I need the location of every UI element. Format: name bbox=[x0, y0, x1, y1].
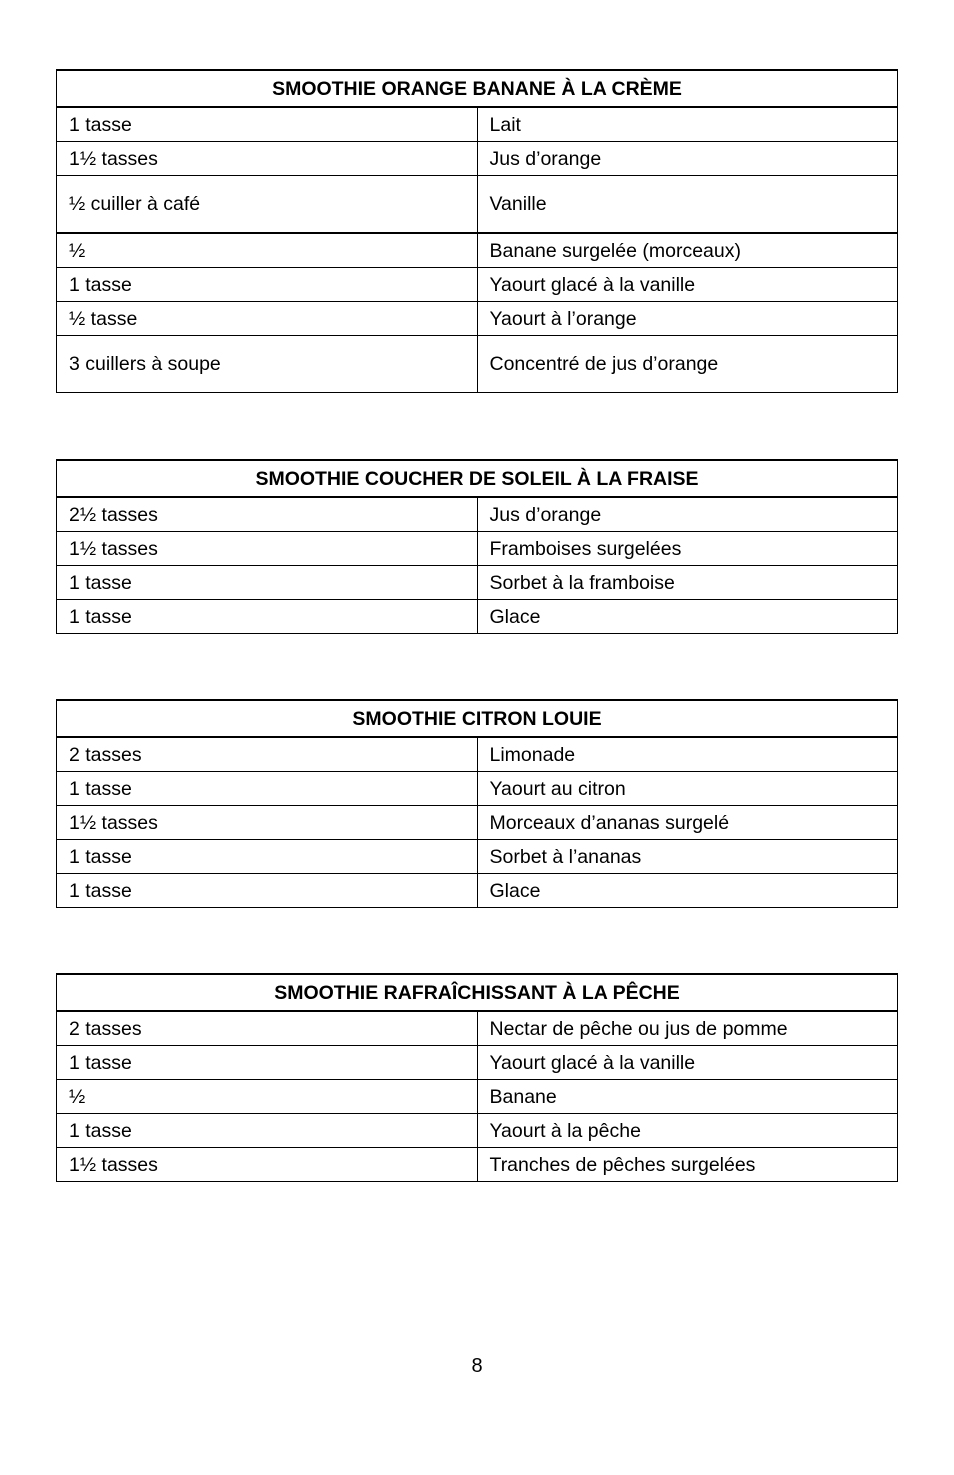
quantity-cell: 3 cuillers à soupe bbox=[57, 336, 478, 393]
table-row bbox=[57, 566, 898, 600]
quantity-cell: 2 tasses bbox=[57, 737, 478, 772]
table-row bbox=[57, 532, 898, 566]
table-row bbox=[57, 1011, 898, 1046]
table-row bbox=[57, 874, 898, 908]
ingredient-cell: Nectar de pêche ou jus de pomme bbox=[477, 1011, 898, 1046]
table-row bbox=[57, 268, 898, 302]
quantity-cell: 1 tasse bbox=[57, 840, 478, 874]
quantity-cell: 1 tasse bbox=[57, 1114, 478, 1148]
recipe-title: SMOOTHIE ORANGE BANANE À LA CRÈME bbox=[57, 70, 898, 107]
ingredient-cell: Tranches de pêches surgelées bbox=[477, 1148, 898, 1182]
ingredient-cell: Vanille bbox=[477, 176, 898, 234]
quantity-cell: 1½ tasses bbox=[57, 142, 478, 176]
ingredient-cell: Glace bbox=[477, 600, 898, 634]
table-row bbox=[57, 772, 898, 806]
recipe-table-coucher-de-soleil bbox=[56, 459, 898, 634]
table-row bbox=[57, 806, 898, 840]
quantity-cell: ½ cuiller à café bbox=[57, 176, 478, 234]
ingredient-cell: Banane bbox=[477, 1080, 898, 1114]
table-row bbox=[57, 1080, 898, 1114]
quantity-cell: ½ bbox=[57, 1080, 478, 1114]
ingredient-cell: Framboises surgelées bbox=[477, 532, 898, 566]
quantity-cell: 1½ tasses bbox=[57, 1148, 478, 1182]
table-row bbox=[57, 142, 898, 176]
recipe-table-rafraichissant-peche bbox=[56, 973, 898, 1182]
quantity-cell: 1½ tasses bbox=[57, 806, 478, 840]
quantity-cell: 2½ tasses bbox=[57, 497, 478, 532]
quantity-cell: 1 tasse bbox=[57, 107, 478, 142]
ingredient-cell: Sorbet à la framboise bbox=[477, 566, 898, 600]
ingredient-cell: Yaourt à la pêche bbox=[477, 1114, 898, 1148]
ingredient-cell: Yaourt à l’orange bbox=[477, 302, 898, 336]
quantity-cell: 1 tasse bbox=[57, 600, 478, 634]
ingredient-cell: Concentré de jus d’orange bbox=[477, 336, 898, 393]
table-row bbox=[57, 840, 898, 874]
ingredient-cell: Banane surgelée (morceaux) bbox=[477, 233, 898, 268]
ingredient-cell: Lait bbox=[477, 107, 898, 142]
quantity-cell: ½ tasse bbox=[57, 302, 478, 336]
recipe-title: SMOOTHIE CITRON LOUIE bbox=[57, 700, 898, 737]
quantity-cell: ½ bbox=[57, 233, 478, 268]
recipe-title: SMOOTHIE RAFRAÎCHISSANT À LA PÊCHE bbox=[57, 974, 898, 1011]
quantity-cell: 1 tasse bbox=[57, 566, 478, 600]
table-row bbox=[57, 233, 898, 268]
ingredient-cell: Yaourt glacé à la vanille bbox=[477, 1046, 898, 1080]
ingredient-cell: Sorbet à l’ananas bbox=[477, 840, 898, 874]
ingredient-cell: Jus d’orange bbox=[477, 142, 898, 176]
quantity-cell: 1½ tasses bbox=[57, 532, 478, 566]
quantity-cell: 1 tasse bbox=[57, 772, 478, 806]
recipe-table-citron-louie bbox=[56, 699, 898, 908]
page-number: 8 bbox=[471, 1355, 483, 1377]
table-row bbox=[57, 336, 898, 393]
table-row bbox=[57, 107, 898, 142]
table-row bbox=[57, 497, 898, 532]
quantity-cell: 1 tasse bbox=[57, 1046, 478, 1080]
ingredient-cell: Limonade bbox=[477, 737, 898, 772]
table-row bbox=[57, 1046, 898, 1080]
table-row bbox=[57, 1114, 898, 1148]
quantity-cell: 1 tasse bbox=[57, 268, 478, 302]
table-row bbox=[57, 600, 898, 634]
table-row bbox=[57, 1148, 898, 1182]
quantity-cell: 1 tasse bbox=[57, 874, 478, 908]
table-row bbox=[57, 176, 898, 234]
ingredient-cell: Morceaux d’ananas surgelé bbox=[477, 806, 898, 840]
table-row bbox=[57, 737, 898, 772]
quantity-cell: 2 tasses bbox=[57, 1011, 478, 1046]
recipe-table-orange-banane bbox=[56, 69, 898, 393]
table-row bbox=[57, 302, 898, 336]
ingredient-cell: Yaourt glacé à la vanille bbox=[477, 268, 898, 302]
recipe-title: SMOOTHIE COUCHER DE SOLEIL À LA FRAISE bbox=[57, 460, 898, 497]
ingredient-cell: Jus d’orange bbox=[477, 497, 898, 532]
ingredient-cell: Yaourt au citron bbox=[477, 772, 898, 806]
ingredient-cell: Glace bbox=[477, 874, 898, 908]
